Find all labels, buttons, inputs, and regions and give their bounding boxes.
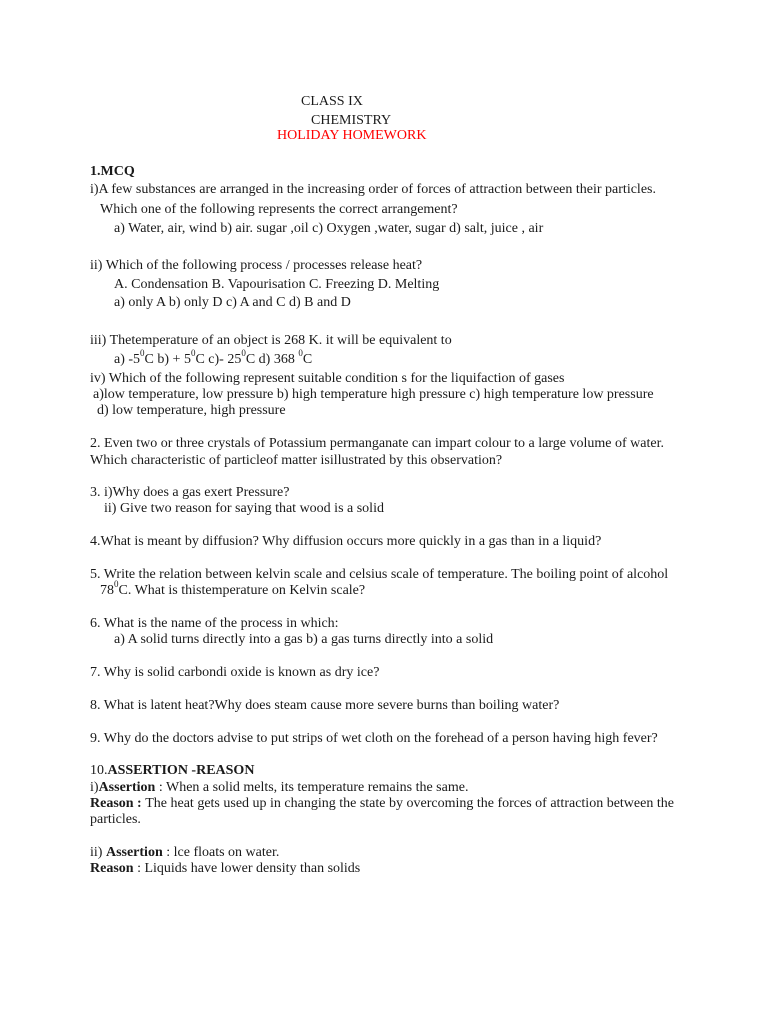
q1-iii-options	[114, 348, 313, 368]
q8-line-1: 8. What is latent heat?Why does steam cause more severe burns than boiling water?	[90, 698, 560, 713]
reason-text: The heat gets used up in changing the state by overcoming the forces of attraction between the	[145, 796, 674, 811]
q1-iii-opt-end: C	[302, 352, 313, 367]
q10-ii-reason	[90, 861, 360, 877]
q9-line-1: 9. Why do the doctors advise to put strips of wet cloth on the forehead of a person having high fever?	[90, 731, 658, 746]
q1-ii-choices: A. Condensation B. Vapourisation C. Freezing D. Melting	[114, 277, 440, 292]
q1-i-stem-2: Which one of the following represents the correct arrangement?	[100, 202, 458, 217]
q5-line-2-post: C. What is thistemperature on Kelvin scale?	[118, 583, 366, 598]
reason-text: : Liquids have lower density than solids	[133, 861, 361, 876]
q1-i-stem-1: i)A few substances are arranged in the increasing order of forces of attraction between their particles.	[90, 182, 656, 197]
q1-iv-options-2: d) low temperature, high pressure	[97, 403, 286, 418]
q1-iv-stem: iv) Which of the following represent suitable condition s for the liquifaction of gases	[90, 371, 565, 386]
homework-title: HOLIDAY HOMEWORK	[277, 128, 427, 143]
q6-line-2: a) A solid turns directly into a gas b) a gas turns directly into a solid	[114, 632, 494, 647]
q5-line-2-pre: 78	[100, 583, 114, 598]
q2-line-1: 2. Even two or three crystals of Potassium permanganate can impart colour to a large volume of water.	[90, 436, 664, 451]
q10-i-assertion	[90, 780, 468, 796]
reason-label: Reason :	[90, 796, 146, 811]
q10-number: 10.	[90, 763, 108, 778]
q10-ii-assertion	[90, 845, 279, 861]
degree-superscript: 0	[114, 579, 119, 590]
q1-iii-opt-d: C d) 368	[245, 352, 299, 367]
q1-ii-options: a) only A b) only D c) A and C d) B and D	[114, 295, 351, 310]
assertion-label: Assertion	[98, 780, 156, 795]
subject-label: CHEMISTRY	[311, 113, 392, 128]
q10-heading-text: ASSERTION -REASON	[107, 763, 255, 778]
q1-iii-opt-b: C b) + 5	[144, 352, 191, 367]
class-label: CLASS IX	[301, 94, 363, 109]
degree-superscript: 0	[140, 348, 145, 359]
assertion-text: : lce floats on water.	[162, 845, 280, 860]
q1-iii-opt-c: C c)- 25	[195, 352, 242, 367]
q1-iii-opt-a: a) -5	[114, 352, 141, 367]
q10-heading	[90, 763, 254, 779]
q2-line-2: Which characteristic of particleof matter isillustrated by this observation?	[90, 453, 503, 468]
q10-i-reason-cont: particles.	[90, 812, 141, 827]
q4-line-1: 4.What is meant by diffusion? Why diffusion occurs more quickly in a gas than in a liquid?	[90, 534, 602, 549]
q3-line-2: ii) Give two reason for saying that wood is a solid	[104, 501, 384, 516]
q10-i-prefix: i)	[90, 780, 99, 795]
q1-heading: 1.MCQ	[90, 164, 135, 179]
q3-line-1: 3. i)Why does a gas exert Pressure?	[90, 485, 290, 500]
q1-iv-options-1: a)low temperature, low pressure b) high temperature high pressure c) high temperature low pressure	[93, 387, 654, 402]
degree-superscript: 0	[241, 348, 246, 359]
q10-i-reason	[90, 796, 674, 812]
q1-ii-stem: ii) Which of the following process / processes release heat?	[90, 258, 423, 273]
assertion-text: : When a solid melts, its temperature remains the same.	[155, 780, 469, 795]
q5-line-1: 5. Write the relation between kelvin scale and celsius scale of temperature. The boiling point of alcohol	[90, 567, 669, 582]
q1-iii-stem: iii) Thetemperature of an object is 268 K. it will be equivalent to	[90, 333, 452, 348]
reason-label: Reason	[90, 861, 134, 876]
degree-superscript: 0	[190, 348, 196, 359]
q1-i-options: a) Water, air, wind b) air. sugar ,oil c) Oxygen ,water, sugar d) salt, juice , air	[114, 221, 544, 236]
q7-line-1: 7. Why is solid carbondi oxide is known as dry ice?	[90, 665, 380, 680]
q6-line-1: 6. What is the name of the process in which:	[90, 616, 339, 631]
assertion-label: Assertion	[105, 845, 163, 860]
q10-ii-prefix: ii)	[90, 845, 106, 860]
degree-superscript: 0	[298, 348, 303, 359]
q5-line-2	[100, 579, 366, 599]
